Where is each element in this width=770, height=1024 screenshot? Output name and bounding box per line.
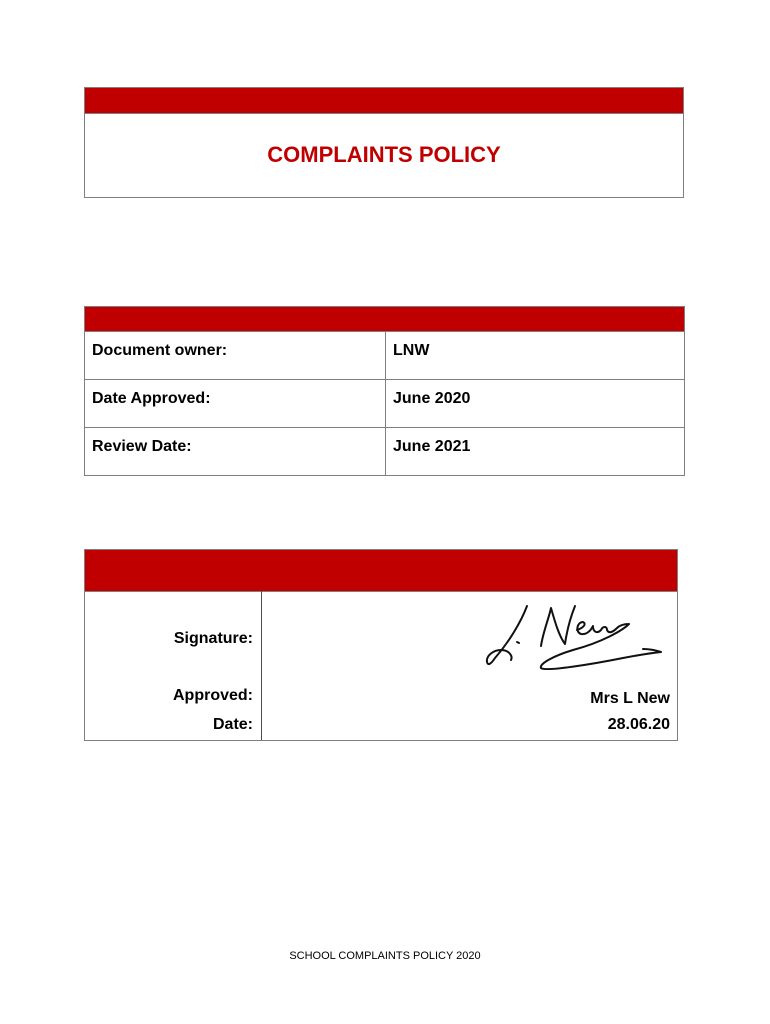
date-approved-value: June 2020 — [386, 380, 685, 428]
date-value: 28.06.20 — [607, 716, 670, 733]
title-box — [84, 87, 684, 198]
page-footer: SCHOOL COMPLAINTS POLICY 2020 — [289, 950, 481, 962]
approval-header-bar — [85, 550, 677, 592]
date-label: Date: — [212, 716, 253, 733]
approved-label: Approved: — [173, 687, 253, 704]
document-owner-label: Document owner: — [85, 332, 386, 380]
document-info-table — [84, 306, 685, 476]
table-row — [85, 428, 685, 476]
table-row — [85, 332, 685, 380]
review-date-value: June 2021 — [386, 428, 685, 476]
column-divider — [261, 591, 262, 740]
document-owner-value: LNW — [386, 332, 685, 380]
handwritten-signature — [483, 602, 668, 674]
signature-label: Signature: — [173, 630, 253, 647]
approved-value: Mrs L New — [590, 690, 670, 707]
table-header-bar — [85, 307, 685, 332]
review-date-label: Review Date: — [85, 428, 386, 476]
page-title: COMPLAINTS POLICY — [267, 141, 501, 167]
approval-box — [84, 549, 678, 741]
table-row — [85, 380, 685, 428]
date-approved-label: Date Approved: — [85, 380, 386, 428]
title-header-bar — [85, 88, 683, 114]
